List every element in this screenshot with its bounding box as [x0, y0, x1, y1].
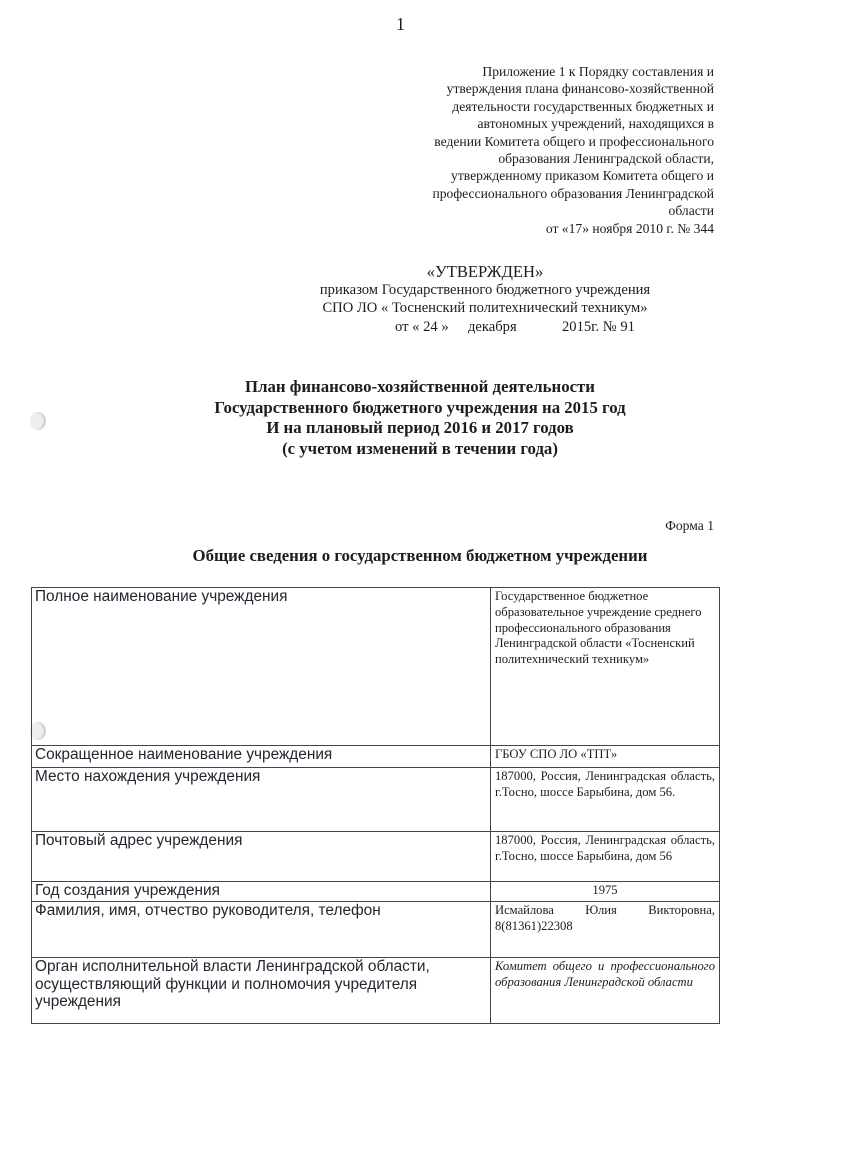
appendix-line: образования Ленинградской области, [498, 151, 714, 167]
approval-institution-line: СПО ЛО « Тосненский политехнический техникум» [322, 300, 648, 317]
appendix-note [380, 63, 714, 237]
row-label: Место нахождения учреждения [32, 768, 491, 832]
table-row [32, 588, 720, 746]
page-number: 1 [396, 14, 405, 34]
section-title: Общие сведения о государственном бюджетном учреждении [192, 546, 648, 565]
row-label: Сокращенное наименование учреждения [32, 746, 491, 768]
general-info-table [31, 587, 720, 1024]
row-value: 1975 [491, 882, 720, 902]
row-value: Комитет общего и профессионального образования Ленинградской области [491, 958, 720, 1024]
table-row [32, 768, 720, 832]
appendix-line: от «17» ноября 2010 г. № 344 [545, 220, 714, 236]
table-row [32, 746, 720, 768]
row-label: Почтовый адрес учреждения [32, 832, 491, 882]
plan-title-line: (с учетом изменений в течении года) [282, 438, 558, 458]
approval-title: «УТВЕРЖДЕН» [426, 262, 544, 281]
table-row [32, 902, 720, 958]
approval-order-line: приказом Государственного бюджетного учреждения [319, 282, 651, 299]
appendix-line: Приложение 1 к Порядку составления и [482, 64, 714, 79]
form-label: Форма 1 [665, 518, 714, 533]
plan-title-line: Государственного бюджетного учреждения на 2015 год [214, 397, 626, 417]
appendix-line: области [668, 203, 714, 219]
row-value: Государственное бюджетное образовательное учреждение среднего профессионального образования Ленинградской области «Тосненский политехнический техникум» [491, 588, 720, 746]
punch-hole-mark [30, 412, 46, 430]
table-row [32, 958, 720, 1024]
appendix-line: ведении Комитета общего и профессионального [434, 133, 714, 149]
appendix-line: деятельности государственных бюджетных и [452, 98, 714, 114]
approval-block [270, 263, 700, 336]
plan-title-line: План финансово-хозяйственной деятельности [245, 377, 595, 396]
row-label: Фамилия, имя, отчество руководителя, телефон [32, 902, 491, 958]
plan-title-line: И на плановый период 2016 и 2017 годов [266, 418, 574, 438]
appendix-line: утверждения плана финансово-хозяйственной [446, 81, 714, 97]
row-label: Год создания учреждения [32, 882, 491, 902]
appendix-line: автономных учреждений, находящихся в [477, 116, 714, 132]
row-label: Полное наименование учреждения [32, 588, 491, 746]
plan-title [120, 377, 720, 459]
row-value: 187000, Россия, Ленинградская область, г.Тосно, шоссе Барыбина, дом 56. [491, 768, 720, 832]
table-row [32, 882, 720, 902]
appendix-line: профессионального образования Ленинградской [432, 185, 714, 201]
approval-date-day: от « 24 » [395, 318, 449, 335]
row-value: Исмайлова Юлия Викторовна, 8(81361)22308 [491, 902, 720, 958]
row-value: 187000, Россия, Ленинградская область, г.Тосно, шоссе Барыбина, дом 56 [491, 832, 720, 882]
row-value: ГБОУ СПО ЛО «ТПТ» [491, 746, 720, 768]
approval-date-month: декабря [467, 318, 517, 335]
table-row [32, 832, 720, 882]
row-label: Орган исполнительной власти Ленинградской области, осуществляющий функции и полномочия учредителя учреждения [32, 958, 491, 1024]
approval-date-year-number: 2015г. № 91 [561, 318, 635, 335]
appendix-line: утвержденному приказом Комитета общего и [451, 168, 714, 184]
approval-date-line [270, 318, 700, 336]
